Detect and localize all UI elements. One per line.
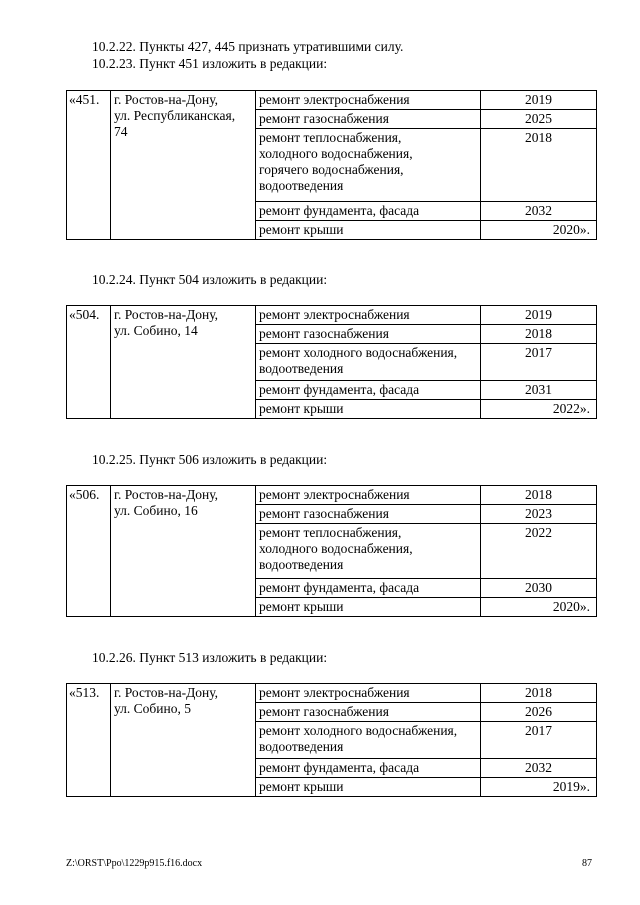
work-line: ремонт теплоснабжения,: [259, 525, 402, 540]
table-row: [67, 91, 597, 110]
address-line: г. Ростов-на-Дону,: [114, 92, 219, 107]
work-line: ремонт теплоснабжения,: [259, 130, 402, 145]
address-line: ул. Собино, 5: [114, 701, 191, 716]
work-year: 2020».: [481, 598, 597, 617]
work-year: 2018: [481, 486, 597, 505]
table-row: [67, 486, 597, 505]
work-year: 2032: [481, 202, 597, 221]
address-line: г. Ростов-на-Дону,: [114, 307, 219, 322]
work-type: [256, 129, 481, 202]
work-type: ремонт электроснабжения: [256, 91, 481, 110]
paragraph-10-2-24: 10.2.24. Пункт 504 изложить в редакции:: [92, 272, 328, 287]
table-row: [67, 684, 597, 703]
item-address: [111, 306, 256, 419]
work-type: ремонт фундамента, фасада: [256, 202, 481, 221]
item-address: [111, 91, 256, 240]
work-type: ремонт крыши: [256, 598, 481, 617]
paragraph-10-2-26: 10.2.26. Пункт 513 изложить в редакции:: [92, 650, 328, 665]
table-item-506: [66, 485, 597, 617]
work-year: 2019: [481, 91, 597, 110]
paragraph-10-2-25: 10.2.25. Пункт 506 изложить в редакции:: [92, 452, 328, 467]
work-line: ремонт холодного водоснабжения,: [259, 345, 458, 360]
work-year: 2018: [481, 684, 597, 703]
work-year: 2018: [481, 325, 597, 344]
work-year: 2020».: [481, 221, 597, 240]
work-year: 2017: [481, 344, 597, 381]
footer-file-path: Z:\ORST\Ppo\1229p915.f16.docx: [66, 858, 203, 869]
work-year: 2018: [481, 129, 597, 202]
work-type: ремонт электроснабжения: [256, 306, 481, 325]
work-year: 2023: [481, 505, 597, 524]
address-line: 74: [114, 124, 128, 139]
work-year: 2026: [481, 703, 597, 722]
address-line: ул. Собино, 14: [114, 323, 198, 338]
item-number: «506.: [67, 486, 111, 617]
work-type: ремонт газоснабжения: [256, 325, 481, 344]
work-year: 2022».: [481, 400, 597, 419]
work-year: 2017: [481, 722, 597, 759]
work-line: водоотведения: [259, 739, 344, 754]
item-number: «451.: [67, 91, 111, 240]
work-type: ремонт фундамента, фасада: [256, 381, 481, 400]
address-line: ул. Собино, 16: [114, 503, 198, 518]
table-item-451: [66, 90, 597, 240]
work-year: 2019».: [481, 778, 597, 797]
work-line: холодного водоснабжения,: [259, 146, 413, 161]
work-type: ремонт газоснабжения: [256, 703, 481, 722]
work-type: ремонт крыши: [256, 400, 481, 419]
paragraph-10-2-22: 10.2.22. Пункты 427, 445 признать утратившими силу.: [92, 39, 404, 54]
work-year: 2032: [481, 759, 597, 778]
work-line: ремонт холодного водоснабжения,: [259, 723, 458, 738]
work-year: 2019: [481, 306, 597, 325]
item-number: «513.: [67, 684, 111, 797]
address-line: г. Ростов-на-Дону,: [114, 487, 219, 502]
work-type: [256, 722, 481, 759]
work-type: [256, 524, 481, 579]
work-line: водоотведения: [259, 557, 344, 572]
item-number: «504.: [67, 306, 111, 419]
table-row: [67, 306, 597, 325]
work-type: ремонт электроснабжения: [256, 486, 481, 505]
work-year: 2025: [481, 110, 597, 129]
work-year: 2031: [481, 381, 597, 400]
work-type: ремонт фундамента, фасада: [256, 759, 481, 778]
address-line: г. Ростов-на-Дону,: [114, 685, 219, 700]
work-type: ремонт газоснабжения: [256, 110, 481, 129]
table-item-513: [66, 683, 597, 797]
work-type: ремонт газоснабжения: [256, 505, 481, 524]
address-line: ул. Республиканская,: [114, 108, 236, 123]
page-number: 87: [582, 858, 592, 869]
work-year: 2022: [481, 524, 597, 579]
item-address: [111, 684, 256, 797]
work-type: ремонт электроснабжения: [256, 684, 481, 703]
work-type: [256, 344, 481, 381]
work-line: водоотведения: [259, 361, 344, 376]
work-year: 2030: [481, 579, 597, 598]
work-line: горячего водоснабжения,: [259, 162, 404, 177]
work-line: водоотведения: [259, 178, 344, 193]
work-type: ремонт крыши: [256, 221, 481, 240]
work-line: холодного водоснабжения,: [259, 541, 413, 556]
work-type: ремонт крыши: [256, 778, 481, 797]
paragraph-10-2-23: 10.2.23. Пункт 451 изложить в редакции:: [92, 56, 328, 71]
work-type: ремонт фундамента, фасада: [256, 579, 481, 598]
item-address: [111, 486, 256, 617]
table-item-504: [66, 305, 597, 419]
